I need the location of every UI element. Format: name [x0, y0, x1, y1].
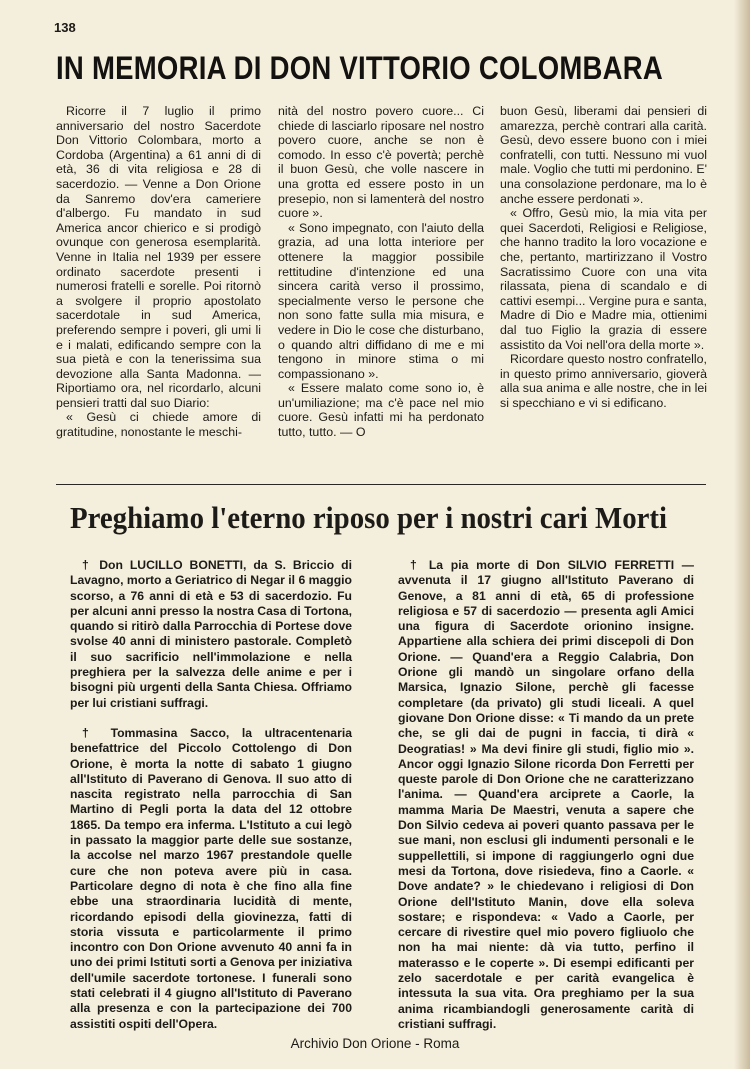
article-paragraph: « Gesù ci chiede amore di gratitudine, nonostante le meschi-: [56, 410, 261, 440]
obituaries-column-right: [398, 558, 694, 1047]
article-paragraph: « Essere malato come sono io, è un'umiliazione; ma c'è pace nel mio cuore. Gesù infatti mi ha perdonato tutto, tutto. — O: [278, 381, 484, 440]
article-paragraph: nità del nostro povero cuore... Ci chiede di lasciarlo riposare nel nostro povero cuore, anche se non è comodo. In esso c'è povertà; perchè il buon Gesù, che volle nascere in una grotta ed essere posto in un presepio, non si lamenterà del nostro cuore ».: [278, 104, 484, 221]
article-paragraph: « Sono impegnato, con l'aiuto della grazia, ad una lotta interiore per ottenere la maggior possibile rettitudine d'intenzione ed una sincera carità verso il prossimo, specialmente verso le persone che non sono fatte sulla mia misura, e vedere in Dio le cose che disturbano, o quando altri diffidano di me e mi tengono in minore stima o mi compassionano ».: [278, 220, 484, 381]
article-column-1: [56, 104, 261, 440]
article-paragraph: « Offro, Gesù mio, la mia vita per quei Sacerdoti, Religiosi e Religiose, che hanno tradito la loro vocazione e che, pertanto, martirizzano il Vostro Sacratissimo Cuore con una vita rilassata, piena di scandalo e di cattivi esempi... Vergine pura e santa, Madre di Dio e Madre mia, ottienimi dal tuo Figlio la grazia di essere assistito da Voi nell'ora della morte ».: [500, 206, 707, 352]
page-edge-shadow: [734, 0, 750, 1069]
article-column-2: [278, 104, 484, 440]
article-column-3: [500, 104, 707, 410]
section-divider: [56, 484, 706, 485]
archive-footer: Archivio Don Orione - Roma: [290, 1036, 460, 1051]
article-paragraph: Ricorre il 7 luglio il primo anniversario del nostro Sacerdote Don Vittorio Colombara, morto a Cordoba (Argentina) a 61 anni di di età, 36 di vita religiosa e 28 di sacerdozio. — Venne a Don Orione da Sanremo dov'era cameriere d'albergo. Fu mandato in sud America ancor chierico e si prodigò ovunque con generosa esemplarità. Venne in Italia nel 1939 per essere ordinato sacerdote presenti i numerosi fratelli e sorelle. Poi ritornò a svolgere il proprio apostolato sacerdotale in sud America, preferendo sempre i poveri, gli umi li e i malati, edificando sempre con la sua pietà e con la tenerissima sua devozione alla Santa Madonna. — Riportiamo ora, nel ricordarlo, alcuni pensieri tratti dal suo Diario:: [56, 104, 261, 410]
article-paragraph: buon Gesù, liberami dai pensieri di amarezza, perchè contrari alla carità. Gesù, devo essere buono con i miei confratelli, con tutti. Nessuno mi vuol male. Voglio che tutti mi perdonino. E' una consolazione perdonare, ma lo è anche essere perdonati ».: [500, 104, 707, 206]
article-headline: IN MEMORIA DI DON VITTORIO COLOMBARA: [56, 50, 664, 86]
obituaries-heading: Preghiamo l'eterno riposo per i nostri cari Morti: [70, 500, 668, 535]
obituary-entry: † La pia morte di Don SILVIO FERRETTI — avvenuta il 17 giugno all'Istituto Paverano di Genove, a 81 anni di età, 65 di professione religiosa e 57 di sacerdozio — presenta agli Amici una figura di Sacerdote orionino insigne. Appartiene alla schiera dei primi discepoli di Don Orione. — Quand'era a Reggio Calabria, Don Orione gli mandò un singolare orfano della Marsica, Ignazio Silone, perchè gli facesse completare (da privato) gli studi liceali. A quel giovane Don Orione disse: « Ti mando da un prete che, se gli dai de pugni in faccia, ti dirà « Deogratias! » Ma devi finire gli studi, figlio mio ». Ancor oggi Ignazio Silone ricorda Don Ferretti per queste parole di Don Orione che ne caratterizzano l'anima. — Quand'era arciprete a Caorle, la mamma Maria De Maestri, venuta a sapere che Don Silvio cedeva ai poveri quanto passava per le sue mani, non esclusi gli indumenti personali e le suppellettili, si impone di raggiungerlo ogni due mesi da Tortona, dove risiedeva, fino a Caorle. « Dove andate? » le chiedevano i religiosi di Don Orione dell'Istituto Manin, dove ella soleva sostare; e rispondeva: « Vado a Caorle, per cercare di rivestire quel mio povero figliuolo che non ha mai niente: dà via tutto, perfino il materasso e le coperte ». Di esempi edificanti per zelo sacerdotale e per carità evangelica è intessuta la sua vita. Ora preghiamo per la sua anima ricambiandogli generosamente carità di cristiani suffragi.: [398, 558, 694, 1031]
obituary-entry: † Don LUCILLO BONETTI, da S. Briccio di Lavagno, morto a Geriatrico di Negar il 6 maggio scorso, a 76 anni di età e 53 di sacerdozio. Fu per alcuni anni presso la nostra Casa di Tortona, quando si ritirò dalla Parrocchia di Portese dove svolse 40 anni di ministero pastorale. Completò il suo sacrificio nell'immolazione e nella preghiera per la salvezza delle anime e per i bisogni più urgenti della Santa Chiesa. Offriamo per lui cristiani suffragi.: [70, 558, 352, 710]
obituaries-column-left: [70, 558, 352, 1047]
obituary-entry: † Tommasina Sacco, la ultracentenaria benefattrice del Piccolo Cottolengo di Don Orione, è morta la notte di sabato 1 giugno all'Istituto di Paverano di Genova. Il suo atto di nascita registrato nella parrocchia di San Martino di Pegli porta la data del 12 ottobre 1865. Da tempo era inferma. L'Istituto a cui legò in passato la maggior parte delle sue sostanze, la accolse nel marzo 1967 prestandole quelle cure che non poteva avere più in casa. Particolare degno di nota è che fino alla fine ebbe una straordinaria lucidità di mente, ricordando episodi della giovinezza, fatti di storia vissuta e particolarmente il primo incontro con Don Orione avvenuto 40 anni fa in uno dei primi Istituti sorti a Genova per iniziativa dell'umile sacerdote tortonese. I funerali sono stati celebrati il 4 giugno all'Istituto di Paverano alla presenza e con la partecipazione dei 700 assistiti ospiti dell'Opera.: [70, 725, 352, 1031]
article-paragraph: Ricordare questo nostro confratello, in questo primo anniversario, gioverà alla sua anima e alle nostre, che in lei si specchiano e vi si edificano.: [500, 352, 707, 410]
page-number: 138: [54, 20, 76, 35]
